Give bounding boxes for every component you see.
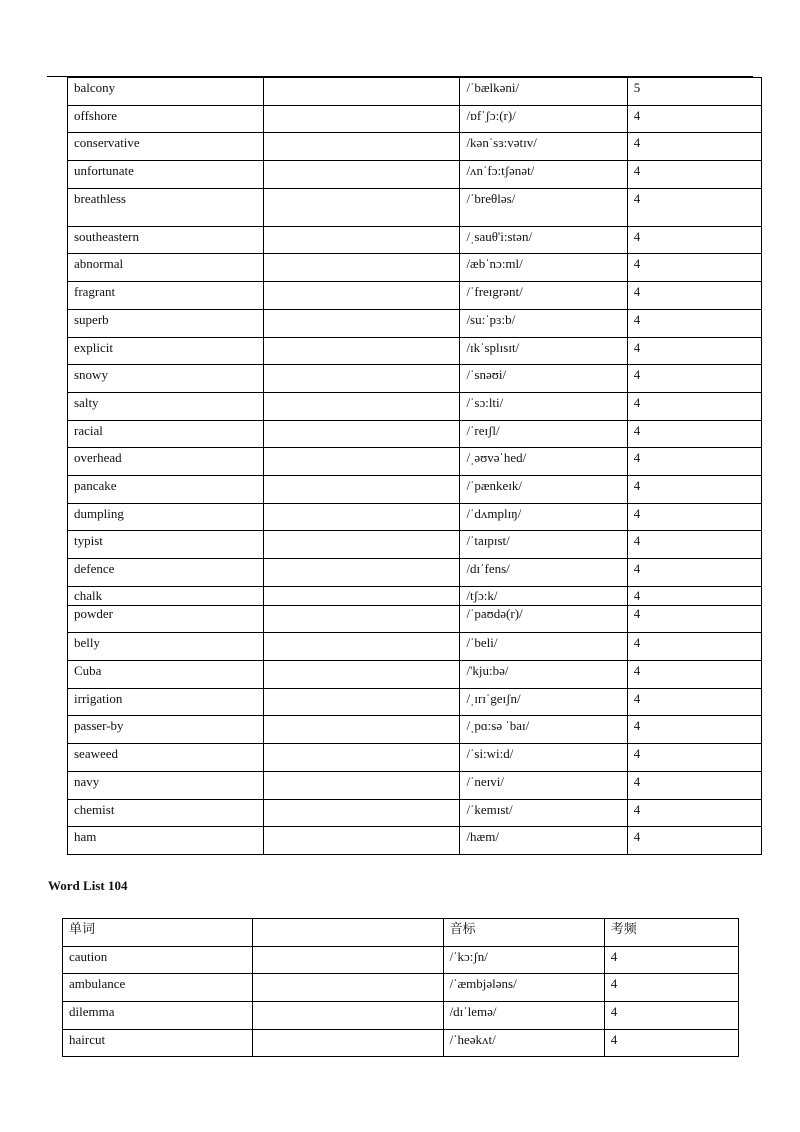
frequency-cell: 4 xyxy=(627,337,761,365)
word-cell: belly xyxy=(68,633,264,661)
frequency-cell: 4 xyxy=(627,586,761,605)
table-row xyxy=(68,78,762,106)
phonetic-cell: /ˈpænkeɪk/ xyxy=(460,475,627,503)
frequency-cell: 4 xyxy=(627,688,761,716)
blank-cell xyxy=(264,716,460,744)
table-row xyxy=(68,827,762,855)
word-list-104-heading: Word List 104 xyxy=(48,878,128,893)
word-list-103-table xyxy=(67,77,762,855)
table-row xyxy=(68,771,762,799)
phonetic-cell: /ˌɪrɪˈgeɪʃn/ xyxy=(460,688,627,716)
word-cell: chalk xyxy=(68,586,264,605)
frequency-cell: 4 xyxy=(627,661,761,689)
word-cell: ambulance xyxy=(63,974,253,1002)
blank-cell xyxy=(253,946,443,974)
table-row xyxy=(68,133,762,161)
word-cell: irrigation xyxy=(68,688,264,716)
table-row xyxy=(68,188,762,226)
phonetic-cell: /æbˈnɔ:ml/ xyxy=(460,254,627,282)
frequency-cell: 4 xyxy=(627,771,761,799)
word-cell: navy xyxy=(68,771,264,799)
frequency-cell: 4 xyxy=(627,716,761,744)
blank-cell xyxy=(264,531,460,559)
blank-cell xyxy=(264,392,460,420)
blank-cell xyxy=(264,688,460,716)
blank-cell xyxy=(264,282,460,310)
phonetic-cell: /ˌsauθ'i:stən/ xyxy=(460,226,627,254)
word-cell: pancake xyxy=(68,475,264,503)
blank-cell xyxy=(264,365,460,393)
phonetic-cell: /ˈbælkəni/ xyxy=(460,78,627,106)
table-row xyxy=(68,605,762,633)
table-row xyxy=(63,946,739,974)
table-row xyxy=(68,799,762,827)
phonetic-cell: /ɒfˈʃɔ:(r)/ xyxy=(460,105,627,133)
frequency-cell: 4 xyxy=(627,392,761,420)
frequency-cell: 4 xyxy=(627,475,761,503)
word-cell: passer-by xyxy=(68,716,264,744)
frequency-cell: 4 xyxy=(604,1002,738,1030)
blank-cell xyxy=(264,799,460,827)
table-row xyxy=(68,392,762,420)
phonetic-cell: /ˈheəkʌt/ xyxy=(443,1029,604,1057)
word-cell: southeastern xyxy=(68,226,264,254)
blank-cell xyxy=(264,559,460,587)
table-row xyxy=(68,661,762,689)
table-row xyxy=(68,688,762,716)
frequency-cell: 4 xyxy=(627,282,761,310)
phonetic-cell: /ˈkemɪst/ xyxy=(460,799,627,827)
word-cell: breathless xyxy=(68,188,264,226)
word-cell: haircut xyxy=(63,1029,253,1057)
table-row xyxy=(68,503,762,531)
header-blank xyxy=(253,919,443,947)
table-row xyxy=(68,337,762,365)
frequency-cell: 5 xyxy=(627,78,761,106)
blank-cell xyxy=(264,309,460,337)
blank-cell xyxy=(264,337,460,365)
phonetic-cell: /ˈsi:wi:d/ xyxy=(460,744,627,772)
phonetic-cell: /ˈæmbjələns/ xyxy=(443,974,604,1002)
word-cell: ham xyxy=(68,827,264,855)
frequency-cell: 4 xyxy=(604,946,738,974)
word-list-104-table xyxy=(62,918,739,1057)
frequency-cell: 4 xyxy=(604,974,738,1002)
table-row xyxy=(68,475,762,503)
phonetic-cell: /ˈbreθləs/ xyxy=(460,188,627,226)
table-row xyxy=(63,974,739,1002)
word-cell: chemist xyxy=(68,799,264,827)
table-row xyxy=(68,716,762,744)
phonetic-cell: /hæm/ xyxy=(460,827,627,855)
phonetic-cell: /dɪˈfens/ xyxy=(460,559,627,587)
frequency-cell: 4 xyxy=(627,188,761,226)
word-cell: powder xyxy=(68,605,264,633)
phonetic-cell: /ˈtaɪpɪst/ xyxy=(460,531,627,559)
word-cell: defence xyxy=(68,559,264,587)
table-row xyxy=(68,744,762,772)
frequency-cell: 4 xyxy=(627,226,761,254)
table-header-row xyxy=(63,919,739,947)
blank-cell xyxy=(264,420,460,448)
frequency-cell: 4 xyxy=(627,744,761,772)
frequency-cell: 4 xyxy=(627,559,761,587)
frequency-cell: 4 xyxy=(627,799,761,827)
header-frequency: 考频 xyxy=(604,919,738,947)
phonetic-cell: /ˈdʌmplɪŋ/ xyxy=(460,503,627,531)
frequency-cell: 4 xyxy=(627,633,761,661)
blank-cell xyxy=(264,448,460,476)
table-row xyxy=(68,254,762,282)
frequency-cell: 4 xyxy=(627,605,761,633)
frequency-cell: 4 xyxy=(627,448,761,476)
blank-cell xyxy=(264,226,460,254)
word-cell: caution xyxy=(63,946,253,974)
phonetic-cell: /ˈpaʊdə(r)/ xyxy=(460,605,627,633)
blank-cell xyxy=(264,586,460,605)
phonetic-cell: /dɪˈlemə/ xyxy=(443,1002,604,1030)
blank-cell xyxy=(264,161,460,189)
phonetic-cell: /kənˈsɜ:vətɪv/ xyxy=(460,133,627,161)
frequency-cell: 4 xyxy=(627,827,761,855)
frequency-cell: 4 xyxy=(627,133,761,161)
blank-cell xyxy=(264,254,460,282)
table-row xyxy=(63,1029,739,1057)
frequency-cell: 4 xyxy=(627,420,761,448)
blank-cell xyxy=(253,1002,443,1030)
blank-cell xyxy=(264,188,460,226)
blank-cell xyxy=(264,744,460,772)
phonetic-cell: /su:ˈpɜ:b/ xyxy=(460,309,627,337)
phonetic-cell: /ˌpɑ:sə ˈbaɪ/ xyxy=(460,716,627,744)
blank-cell xyxy=(264,605,460,633)
table-row xyxy=(63,1002,739,1030)
table-row xyxy=(68,161,762,189)
table-row xyxy=(68,559,762,587)
phonetic-cell: /ˌəʊvəˈhed/ xyxy=(460,448,627,476)
blank-cell xyxy=(264,661,460,689)
word-cell: offshore xyxy=(68,105,264,133)
word-cell: Cuba xyxy=(68,661,264,689)
table-row xyxy=(68,420,762,448)
blank-cell xyxy=(264,475,460,503)
table-row xyxy=(68,282,762,310)
phonetic-cell: /ˈneɪvi/ xyxy=(460,771,627,799)
header-word: 单词 xyxy=(63,919,253,947)
word-cell: overhead xyxy=(68,448,264,476)
frequency-cell: 4 xyxy=(627,365,761,393)
blank-cell xyxy=(264,633,460,661)
phonetic-cell: /ˈsnəʊi/ xyxy=(460,365,627,393)
word-cell: salty xyxy=(68,392,264,420)
word-cell: racial xyxy=(68,420,264,448)
table-row xyxy=(68,309,762,337)
table-row xyxy=(68,633,762,661)
word-cell: abnormal xyxy=(68,254,264,282)
word-cell: dumpling xyxy=(68,503,264,531)
phonetic-cell: /tʃɔ:k/ xyxy=(460,586,627,605)
frequency-cell: 4 xyxy=(627,503,761,531)
word-cell: explicit xyxy=(68,337,264,365)
blank-cell xyxy=(264,827,460,855)
table-row xyxy=(68,105,762,133)
phonetic-cell: /ˈreɪʃl/ xyxy=(460,420,627,448)
word-cell: superb xyxy=(68,309,264,337)
phonetic-cell: /ʌnˈfɔ:tʃənət/ xyxy=(460,161,627,189)
phonetic-cell: /ˈsɔ:lti/ xyxy=(460,392,627,420)
frequency-cell: 4 xyxy=(604,1029,738,1057)
table-row xyxy=(68,531,762,559)
table-row xyxy=(68,365,762,393)
phonetic-cell: /ˈbeli/ xyxy=(460,633,627,661)
word-cell: seaweed xyxy=(68,744,264,772)
blank-cell xyxy=(264,105,460,133)
frequency-cell: 4 xyxy=(627,254,761,282)
blank-cell xyxy=(264,78,460,106)
word-cell: fragrant xyxy=(68,282,264,310)
frequency-cell: 4 xyxy=(627,105,761,133)
word-cell: typist xyxy=(68,531,264,559)
blank-cell xyxy=(253,1029,443,1057)
word-cell: balcony xyxy=(68,78,264,106)
table-row xyxy=(68,448,762,476)
header-phonetic: 音标 xyxy=(443,919,604,947)
blank-cell xyxy=(253,974,443,1002)
table-row xyxy=(68,586,762,605)
word-cell: conservative xyxy=(68,133,264,161)
phonetic-cell: /ˈfreɪgrənt/ xyxy=(460,282,627,310)
frequency-cell: 4 xyxy=(627,531,761,559)
phonetic-cell: /ˈkɔ:ʃn/ xyxy=(443,946,604,974)
word-cell: dilemma xyxy=(63,1002,253,1030)
word-cell: unfortunate xyxy=(68,161,264,189)
word-cell: snowy xyxy=(68,365,264,393)
table-row xyxy=(68,226,762,254)
phonetic-cell: /ɪkˈsplɪsɪt/ xyxy=(460,337,627,365)
blank-cell xyxy=(264,503,460,531)
frequency-cell: 4 xyxy=(627,161,761,189)
frequency-cell: 4 xyxy=(627,309,761,337)
phonetic-cell: /'kju:bə/ xyxy=(460,661,627,689)
blank-cell xyxy=(264,133,460,161)
blank-cell xyxy=(264,771,460,799)
